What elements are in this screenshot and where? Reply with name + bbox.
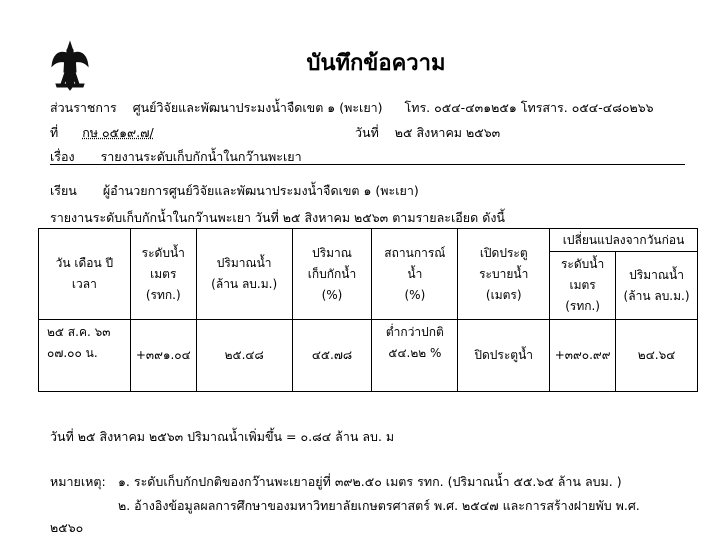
ref-value: กษ ๐๕๑๙.๗/ [82,125,154,140]
page-title: บันทึกข้อความ [306,51,446,76]
cell-status: ต่ำกว่าปกติ ๕๔.๒๒ % [372,320,458,392]
phone-fax: โทร. ๐๕๔-๔๓๑๒๕๑ โทรสาร. ๐๕๔-๔๘๐๒๖๖ [404,100,654,115]
subject-label: เรื่อง [50,149,75,164]
col-header-change-level: ระดับน้ำ เมตร (รทก.) [550,252,616,320]
cell-date: ๒๕ ส.ค. ๖๓ ๐๗.๐๐ น. [39,320,131,392]
to-value: ผู้อำนวยการศูนย์วิจัยและพัฒนาประมงน้ำจืดเขต ๑ (พะเยา) [102,183,419,198]
ref-label: ที่ [50,125,59,140]
header-divider [50,164,685,165]
col-header-volume: ปริมาณน้ำ (ล้าน ลบ.ม.) [196,229,292,320]
note-label: หมายเหตุ: [50,474,106,489]
agency-value: ศูนย์วิจัยและพัฒนาประมงน้ำจืดเขต ๑ (พะเยา) [132,100,383,115]
col-header-date: วัน เดือน ปี เวลา [39,229,131,320]
cell-volume: ๒๕.๔๘ [196,320,292,392]
col-header-gate: เปิดประตู ระบายน้ำ (เมตร) [458,229,550,320]
agency-row [50,98,654,118]
agency-label: ส่วนราชการ [50,100,117,115]
to-label: เรียน [50,183,77,198]
cell-prev-volume: ๒๔.๖๔ [616,320,698,392]
note-2: ๒. อ้างอิงข้อมูลผลการศึกษาของมหาวิทยาลัยเกษตรศาสตร์ พ.ศ. ๒๕๔๗ และการสร้างฝายพับ พ.ศ. [118,498,640,513]
date-value: ๒๕ สิงหาคม ๒๕๖๓ [394,125,501,140]
col-header-status: สถานการณ์ น้ำ (%) [372,229,458,320]
to-row [50,181,419,201]
intro-text: รายงานระดับเก็บกักน้ำในกว๊านพะเยา วันที่ ๒๕ สิงหาคม ๒๕๖๓ ตามรายละเอียด ดังนี้ [50,210,505,225]
cell-storage-pct: ๔๕.๗๘ [292,320,372,392]
water-level-table [38,228,698,392]
col-header-storage-pct: ปริมาณ เก็บกักน้ำ (%) [292,229,372,320]
note-1: ๑. ระดับเก็บกักปกติของกว๊านพะเยาอยู่ที่ ๓๙๒.๕๐ เมตร รทก. (ปริมาณน้ำ ๕๕.๖๕ ล้าน ลบม. ) [118,474,622,489]
col-header-change: เปลี่ยนแปลงจากวันก่อน [550,229,698,252]
date-row [355,123,500,143]
note-2-continued: ๒๕๖๐ [50,520,84,535]
cell-level: +๓๙๑.๐๔ [130,320,196,392]
ref-row [50,123,154,143]
col-header-change-volume: ปริมาณน้ำ (ล้าน ลบ.ม.) [616,252,698,320]
cell-prev-level: +๓๙๐.๙๙ [550,320,616,392]
col-header-level: ระดับน้ำ เมตร (รทก.) [130,229,196,320]
summary-text: วันที่ ๒๕ สิงหาคม ๒๕๖๓ ปริมาณน้ำเพิ่มขึ้น = ๐.๘๔ ล้าน ลบ. ม [50,429,395,444]
table-row [39,320,698,392]
date-label: วันที่ [355,125,379,140]
cell-gate: ปิดประตูน้ำ [458,320,550,392]
subject-value: รายงานระดับเก็บกักน้ำในกว๊านพะเยา [100,149,302,164]
